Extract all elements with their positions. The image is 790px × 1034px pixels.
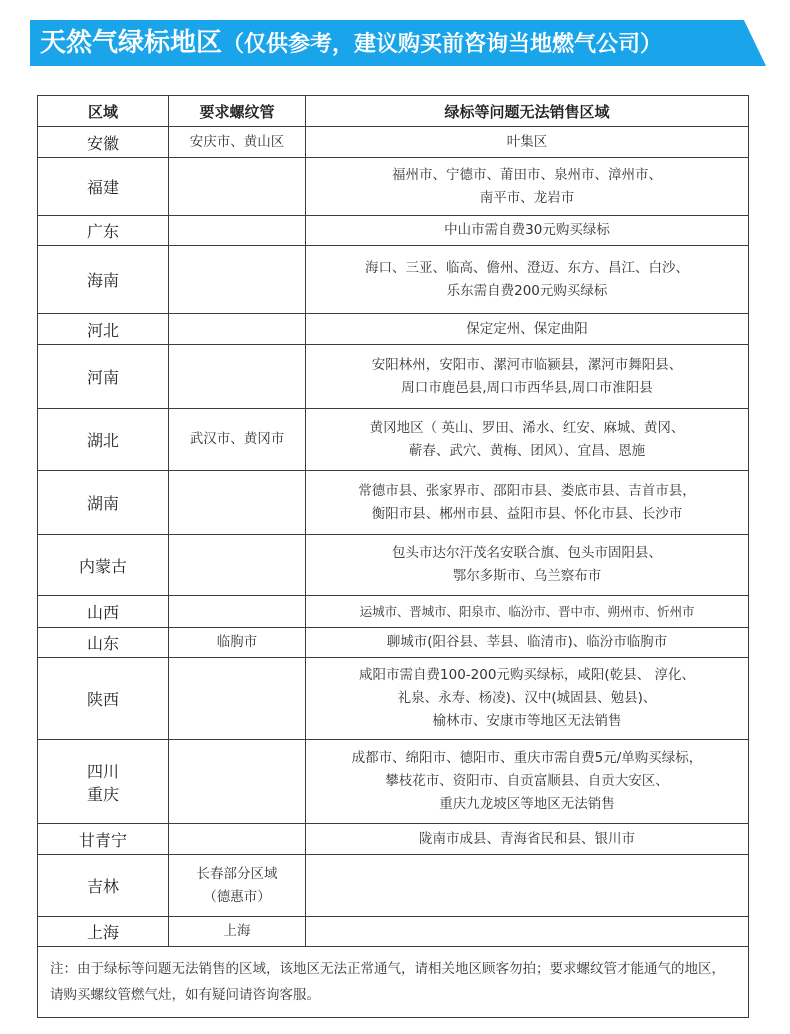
thread-pipe-cell: [169, 216, 306, 246]
header-restricted-areas: 绿标等问题无法销售区域: [306, 96, 749, 127]
table-row: [38, 127, 749, 158]
header-region: 区域: [38, 96, 169, 127]
restricted-areas-cell: 常德市县、张家界市、邵阳市县、娄底市县、吉首市县， 衡阳市县、郴州市县、益阳市县、怀化市县、长沙市: [306, 471, 749, 535]
thread-pipe-cell: 临朐市: [169, 628, 306, 658]
thread-pipe-cell: 长春部分区域 （德惠市）: [169, 855, 306, 917]
table-row: [38, 658, 749, 740]
restricted-areas-cell: 咸阳市需自费100-200元购买绿标，咸阳(乾县、 淳化、 礼泉、永寿、杨凌)、汉中(城固县、勉县)、 榆林市、安康市等地区无法销售: [306, 658, 749, 740]
restricted-areas-cell: 中山市需自费30元购买绿标: [306, 216, 749, 246]
restricted-areas-cell: 运城市、晋城市、阳泉市、临汾市、晋中市、朔州市、忻州市: [306, 596, 749, 628]
table-row: [38, 246, 749, 314]
thread-pipe-cell: [169, 246, 306, 314]
region-cell: 湖南: [38, 471, 169, 535]
table-row: [38, 314, 749, 345]
table-row: [38, 409, 749, 471]
thread-pipe-cell: [169, 158, 306, 216]
restricted-areas-cell: 聊城市(阳谷县、莘县、临清市)、临汾市临朐市: [306, 628, 749, 658]
region-cell: 广东: [38, 216, 169, 246]
table-row: [38, 824, 749, 855]
table-row: [38, 345, 749, 409]
region-cell: 吉林: [38, 855, 169, 917]
restricted-areas-cell: [306, 917, 749, 947]
thread-pipe-cell: [169, 471, 306, 535]
thread-pipe-cell: [169, 824, 306, 855]
table-row: [38, 158, 749, 216]
footnote: 注：由于绿标等问题无法销售的区域，该地区无法正常通气，请相关地区顾客勿拍；要求螺纹管才能通气的地区，请购买螺纹管燃气灶，如有疑问请咨询客服。: [38, 947, 749, 1018]
restricted-areas-cell: 包头市达尔汗茂名安联合旗、包头市固阳县、 鄂尔多斯市、乌兰察布市: [306, 535, 749, 596]
banner-title-sub: （仅供参考，建议购买前咨询当地燃气公司）: [222, 32, 663, 57]
thread-pipe-cell: [169, 314, 306, 345]
region-cell: 河北: [38, 314, 169, 345]
banner-title: [40, 20, 662, 66]
restricted-areas-cell: 福州市、宁德市、莆田市、泉州市、漳州市、 南平市、龙岩市: [306, 158, 749, 216]
thread-pipe-cell: [169, 535, 306, 596]
restricted-areas-cell: 叶集区: [306, 127, 749, 158]
region-cell: 四川 重庆: [38, 740, 169, 824]
table-row: [38, 917, 749, 947]
restricted-areas-cell: 安阳林州，安阳市、漯河市临颍县，漯河市舞阳县、 周口市鹿邑县,周口市西华县,周口市淮阳县: [306, 345, 749, 409]
table-row: [38, 628, 749, 658]
restricted-areas-cell: 黄冈地区（ 英山、罗田、浠水、红安、麻城、黄冈、 蕲春、武穴、黄梅、团风）、宜昌、恩施: [306, 409, 749, 471]
thread-pipe-cell: 安庆市、黄山区: [169, 127, 306, 158]
thread-pipe-cell: 上海: [169, 917, 306, 947]
region-cell: 甘青宁: [38, 824, 169, 855]
region-cell: 福建: [38, 158, 169, 216]
region-cell: 海南: [38, 246, 169, 314]
table-row: [38, 216, 749, 246]
table-row: [38, 471, 749, 535]
table-row: [38, 535, 749, 596]
thread-pipe-cell: [169, 658, 306, 740]
region-cell: 陕西: [38, 658, 169, 740]
table-row: [38, 596, 749, 628]
region-cell: 山东: [38, 628, 169, 658]
table-row: [38, 855, 749, 917]
thread-pipe-cell: 武汉市、黄冈市: [169, 409, 306, 471]
header-thread-pipe: 要求螺纹管: [169, 96, 306, 127]
region-cell: 内蒙古: [38, 535, 169, 596]
table-note-row: [38, 947, 749, 1018]
region-cell: 河南: [38, 345, 169, 409]
thread-pipe-cell: [169, 740, 306, 824]
thread-pipe-cell: [169, 345, 306, 409]
banner-title-main: 天然气绿标地区: [40, 28, 223, 58]
table-row: [38, 740, 749, 824]
region-cell: 山西: [38, 596, 169, 628]
table-header-row: [38, 96, 749, 127]
header-banner: [30, 20, 766, 66]
green-label-region-table: [37, 95, 749, 1018]
restricted-areas-cell: 陇南市成县、青海省民和县、银川市: [306, 824, 749, 855]
restricted-areas-cell: 海口、三亚、临高、儋州、澄迈、东方、昌江、白沙、 乐东需自费200元购买绿标: [306, 246, 749, 314]
thread-pipe-cell: [169, 596, 306, 628]
region-cell: 上海: [38, 917, 169, 947]
restricted-areas-cell: 保定定州、保定曲阳: [306, 314, 749, 345]
region-cell: 安徽: [38, 127, 169, 158]
region-cell: 湖北: [38, 409, 169, 471]
restricted-areas-cell: [306, 855, 749, 917]
restricted-areas-cell: 成都市、绵阳市、德阳市、重庆市需自费5元/单购买绿标， 攀枝花市、资阳市、自贡富顺县、自贡大安区、 重庆九龙坡区等地区无法销售: [306, 740, 749, 824]
